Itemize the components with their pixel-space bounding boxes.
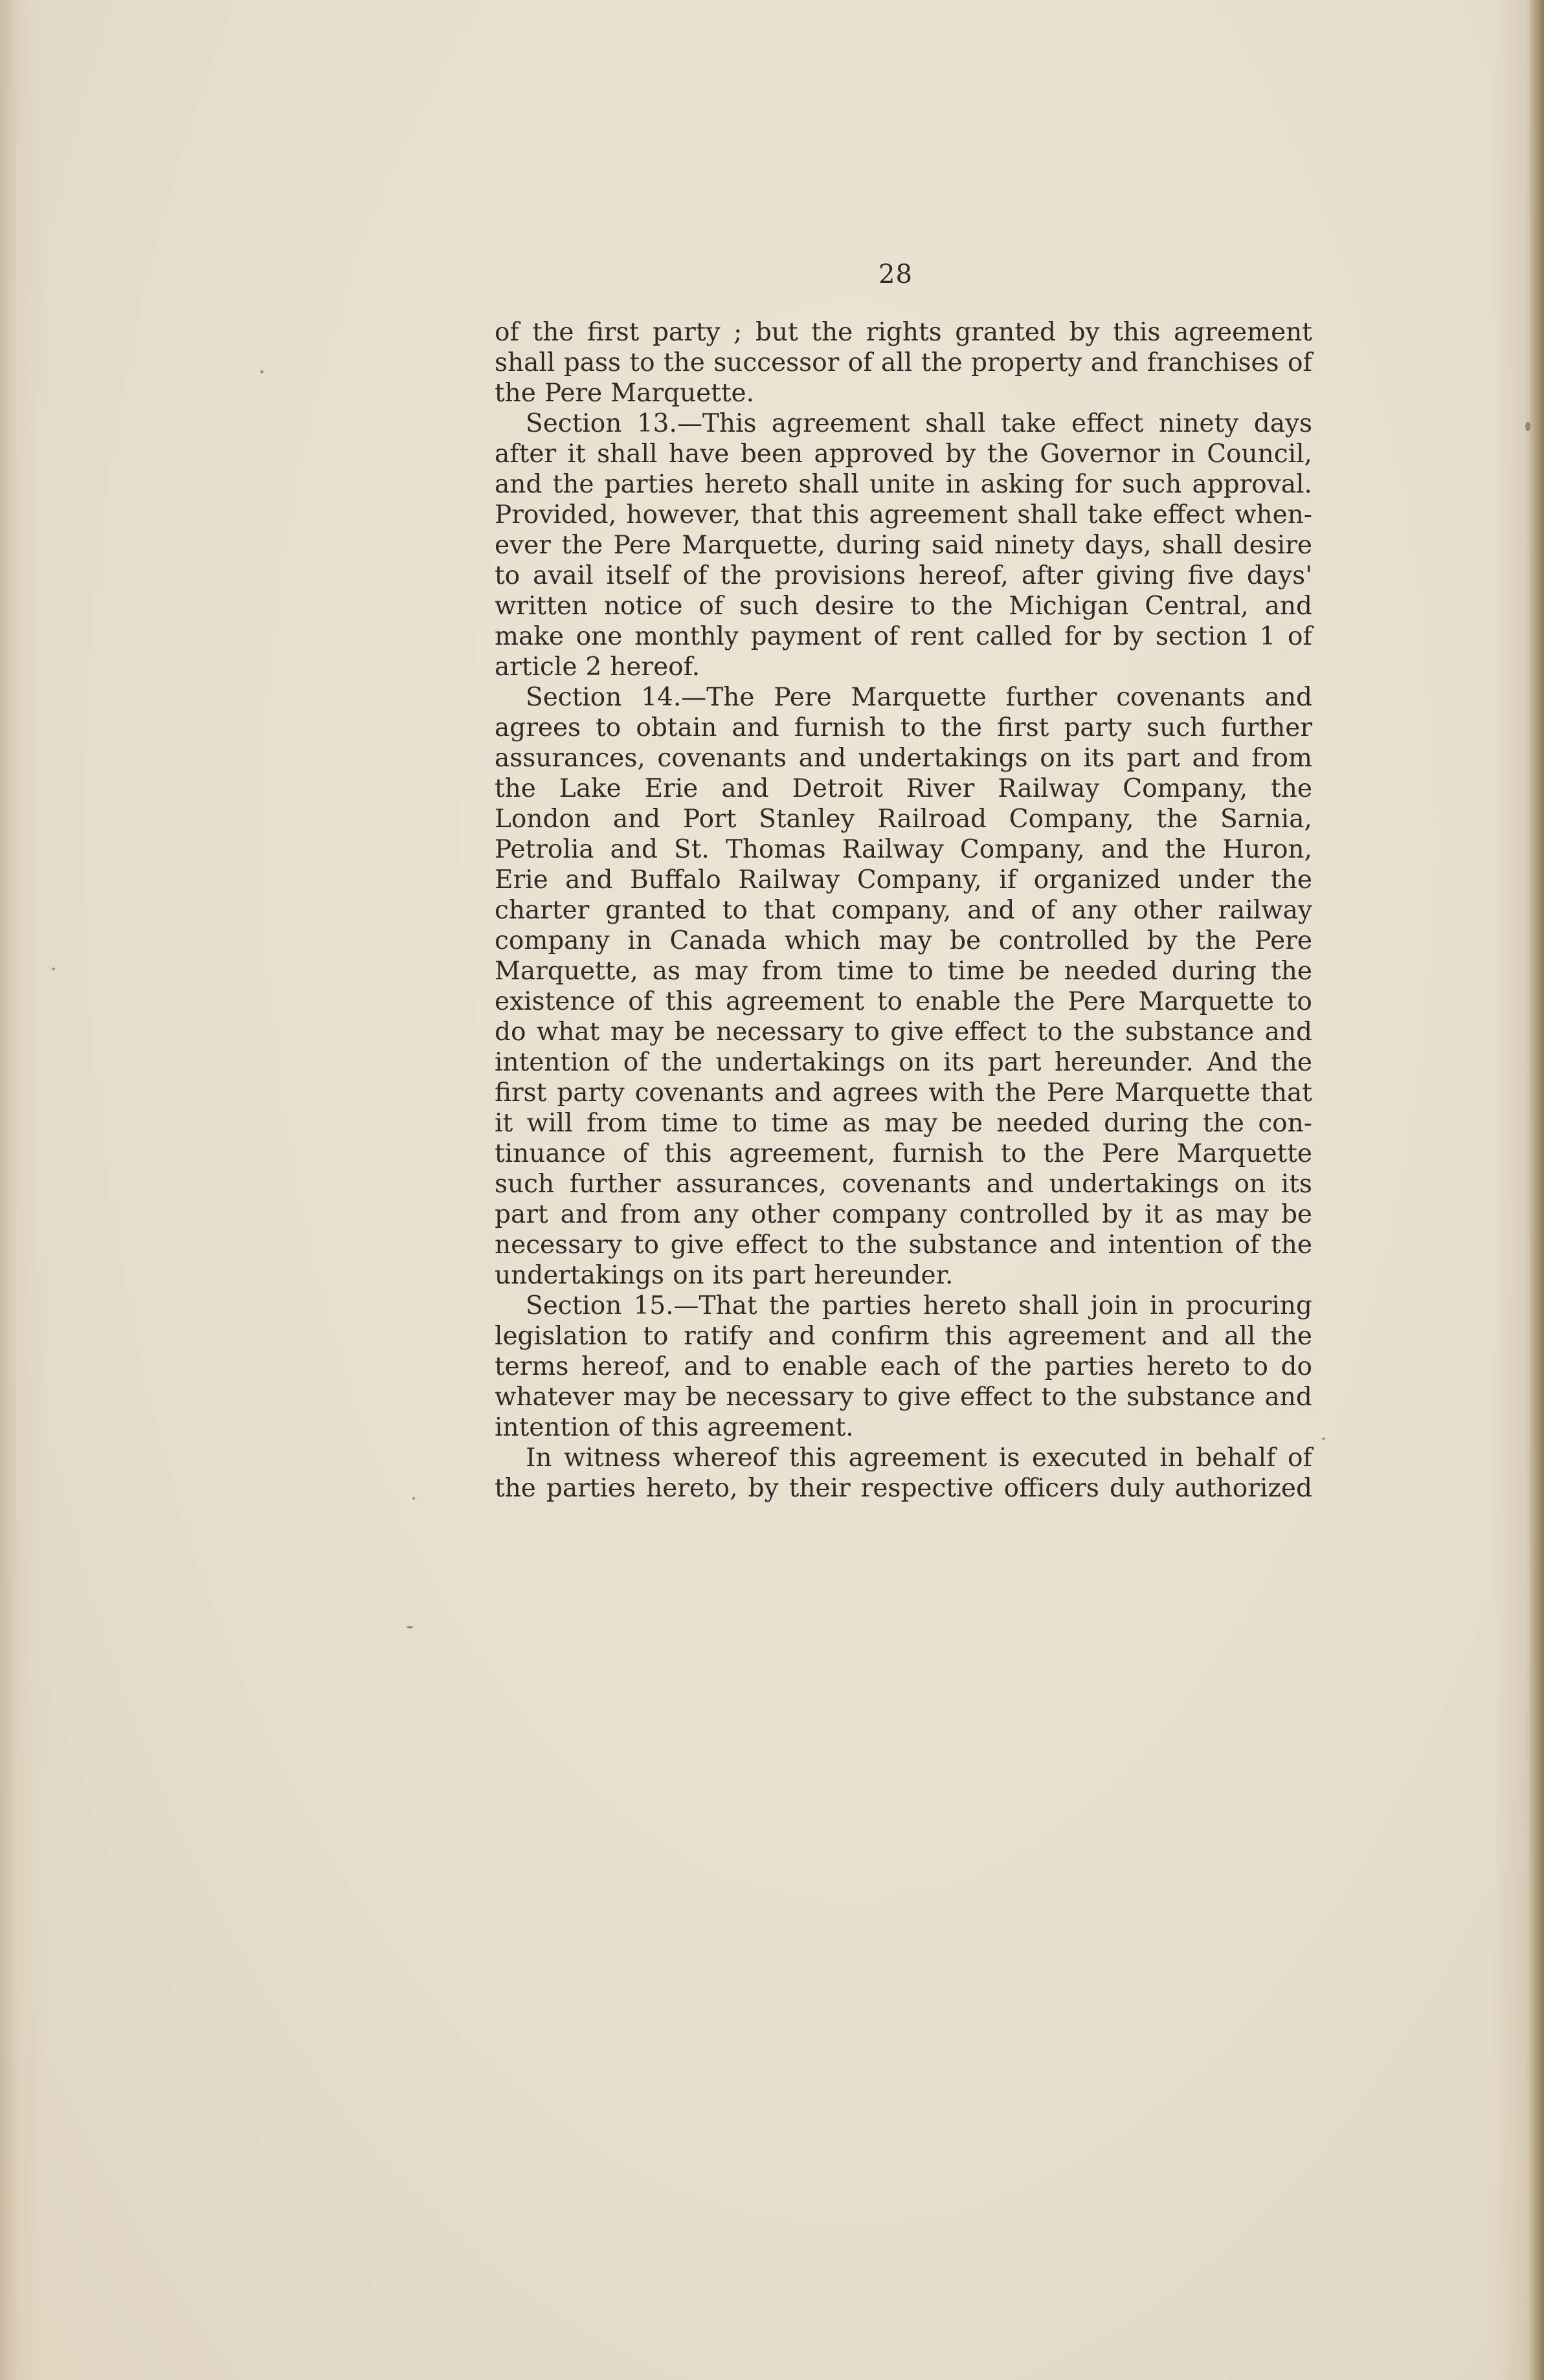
- text-line: Marquette, as may from time to time be needed during the: [495, 957, 1312, 986]
- text-line: whatever may be necessary to give effect to the substance and: [495, 1383, 1312, 1412]
- text-line: existence of this agreement to enable the Pere Marquette to: [495, 987, 1312, 1016]
- text-line: the Lake Erie and Detroit River Railway Company, the: [495, 774, 1312, 803]
- text-line: ever the Pere Marquette, during said ninety days, shall desire: [495, 531, 1312, 560]
- text-line: the Pere Marquette.: [495, 379, 754, 408]
- text-line: Section 15.—That the parties hereto shall join in procuring: [526, 1291, 1312, 1320]
- binding-edge: [1530, 0, 1544, 2380]
- text-line: charter granted to that company, and of any other railway: [495, 896, 1312, 925]
- paper-speck: [1322, 1438, 1325, 1440]
- text-line: intention of this agreement.: [495, 1413, 854, 1442]
- text-line: tinuance of this agreement, furnish to the Pere Marquette: [495, 1139, 1312, 1168]
- text-line: legislation to ratify and confirm this agreement and all the: [495, 1322, 1312, 1351]
- text-line: and the parties hereto shall unite in asking for such approval.: [495, 470, 1312, 499]
- paper-speck: [1525, 422, 1530, 431]
- text-line: do what may be necessary to give effect to the substance and: [495, 1018, 1312, 1047]
- body-text: [495, 317, 1312, 1504]
- text-line: Section 14.—The Pere Marquette further covenants and: [526, 683, 1312, 712]
- text-line: Petrolia and St. Thomas Railway Company, and the Huron,: [495, 835, 1312, 864]
- text-line: article 2 hereof.: [495, 652, 700, 682]
- text-line: the parties hereto, by their respective officers duly authorized: [495, 1474, 1312, 1503]
- paper-speck: [52, 968, 55, 970]
- text-line: of the first party ; but the rights granted by this agreement: [495, 318, 1312, 347]
- text-line: written notice of such desire to the Michigan Central, and: [495, 592, 1312, 621]
- text-line: Provided, however, that this agreement shall take effect when-: [495, 500, 1312, 529]
- text-line: part and from any other company controlled by it as may be: [495, 1200, 1312, 1229]
- text-line: after it shall have been approved by the Governor in Council,: [495, 439, 1312, 469]
- text-line: Erie and Buffalo Railway Company, if organized under the: [495, 865, 1312, 895]
- text-line: London and Port Stanley Railroad Company, the Sarnia,: [495, 805, 1312, 834]
- text-line: intention of the undertakings on its part hereunder. And the: [495, 1048, 1312, 1077]
- text-line: such further assurances, covenants and undertakings on its: [495, 1170, 1312, 1199]
- paper-speck: [407, 1626, 413, 1629]
- text-line: assurances, covenants and undertakings on its part and from: [495, 744, 1312, 773]
- text-line: shall pass to the successor of all the property and franchises of: [495, 348, 1312, 377]
- text-line: make one monthly payment of rent called for by section 1 of: [495, 622, 1312, 651]
- paper-speck: [260, 370, 263, 373]
- paper-speck: [412, 1497, 415, 1500]
- text-line: agrees to obtain and furnish to the first party such further: [495, 713, 1312, 742]
- page-number: 28: [878, 260, 913, 289]
- text-line: it will from time to time as may be needed during the con-: [495, 1109, 1312, 1138]
- text-line: Section 13.—This agreement shall take effect ninety days: [526, 409, 1312, 438]
- text-line: necessary to give effect to the substance and intention of the: [495, 1230, 1312, 1260]
- text-line: In witness whereof this agreement is executed in behalf of: [526, 1443, 1312, 1473]
- text-line: first party covenants and agrees with the Pere Marquette that: [495, 1078, 1312, 1107]
- text-line: to avail itself of the provisions hereof, after giving five days': [495, 561, 1312, 590]
- text-line: undertakings on its part hereunder.: [495, 1261, 954, 1290]
- text-line: company in Canada which may be controlled by the Pere: [495, 926, 1312, 955]
- text-line: terms hereof, and to enable each of the parties hereto to do: [495, 1352, 1312, 1381]
